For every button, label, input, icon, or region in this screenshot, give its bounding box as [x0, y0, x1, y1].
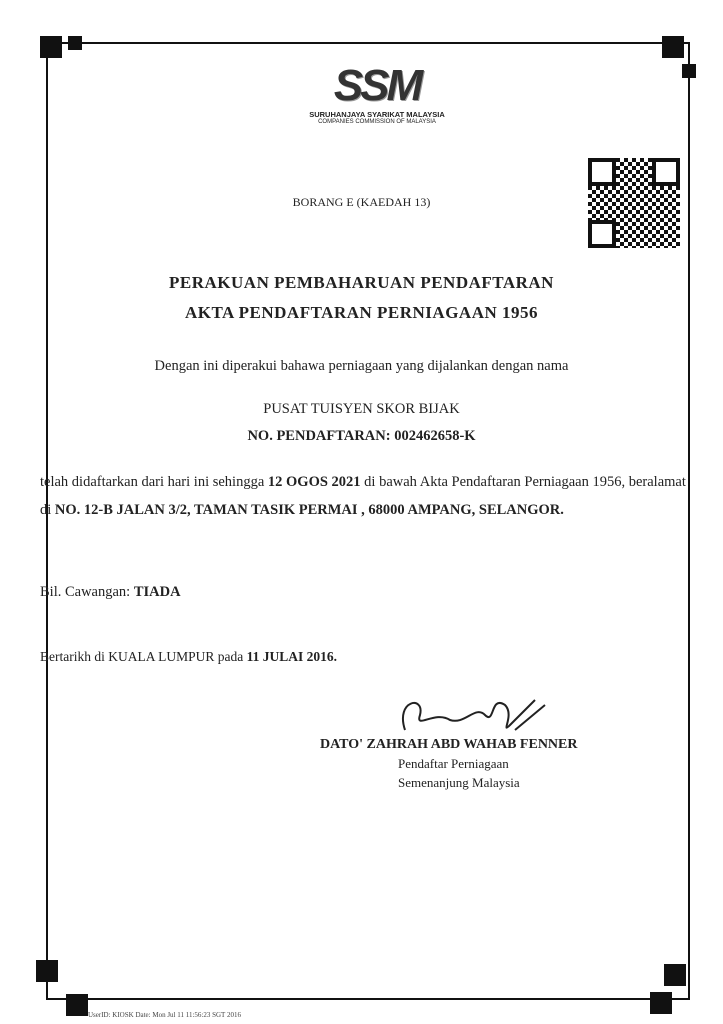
signatory-region: Semenanjung Malaysia: [398, 775, 520, 790]
branch-count: Bil. Cawangan: TIADA: [40, 584, 181, 600]
corner-ornament: [66, 994, 88, 1016]
registration-number: NO. PENDAFTARAN: 002462658-K: [247, 428, 476, 444]
corner-ornament-tl: [40, 36, 62, 58]
corner-ornament: [650, 992, 672, 1014]
ssm-logo: SSM SURUHANJAYA SYARIKAT MALAYSIA COMPANIES COMMISSION OF MALAYSIA: [309, 61, 445, 125]
signatory-role: Pendaftar Perniagaan: [398, 756, 509, 771]
act-title: AKTA PENDAFTARAN PERNIAGAAN 1956: [184, 303, 538, 322]
corner-ornament: [682, 64, 696, 78]
registration-paragraph: telah didaftarkan dari hari ini sehingga 12 OGOS 2021 di bawah Akta Pendaftaran Perniagaan 1956, beralamat di NO. 12-B JALAN 3/2, TAMAN TASIK PERMAI , 68000 AMPANG, SELANGOR.: [40, 474, 686, 518]
date-line: Bertarikh di KUALA LUMPUR pada 11 JULAI 2016.: [40, 649, 337, 664]
corner-ornament-tr: [662, 36, 684, 58]
intro-text: Dengan ini diperakui bahawa perniagaan yang dijalankan dengan nama: [154, 358, 569, 374]
print-footer: UserID: KIOSK Date: Mon Jul 11 11:56:23 SGT 2016: [88, 1011, 241, 1019]
business-address: NO. 12-B JALAN 3/2, TAMAN TASIK PERMAI , 68000 AMPANG, SELANGOR.: [54, 502, 564, 518]
business-name: PUSAT TUISYEN SKOR BIJAK: [263, 401, 460, 417]
expiry-date: 12 OGOS 2021: [267, 474, 361, 490]
corner-ornament: [68, 36, 82, 50]
certificate-title: PERAKUAN PEMBAHARUAN PENDAFTARAN: [169, 273, 554, 292]
signatory-name: DATO' ZAHRAH ABD WAHAB FENNER: [320, 737, 578, 752]
corner-ornament-br: [664, 964, 686, 986]
corner-ornament-bl: [36, 960, 58, 982]
form-reference: BORANG E (KAEDAH 13): [292, 195, 431, 209]
